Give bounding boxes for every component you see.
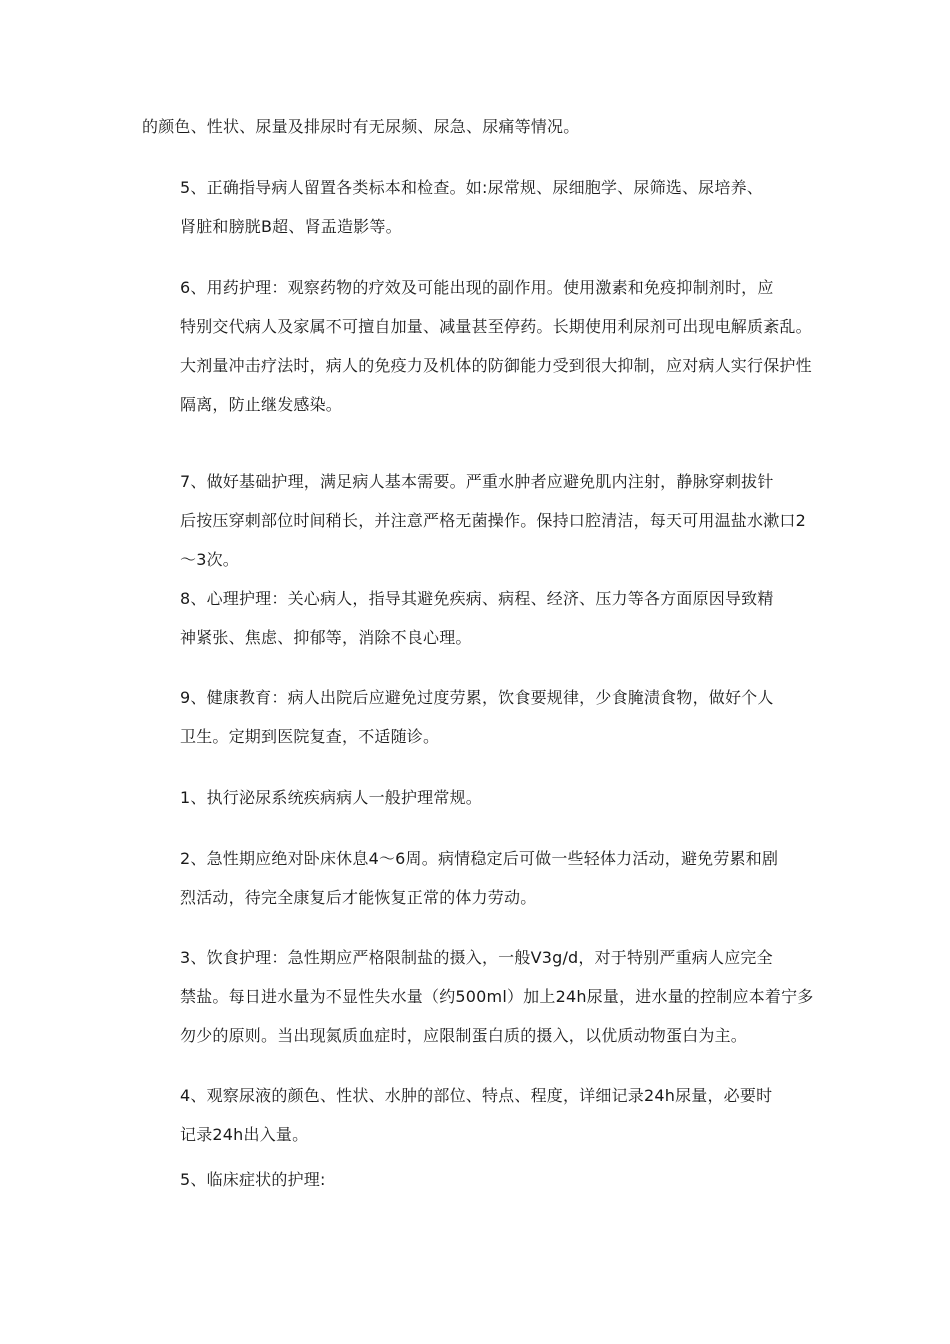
paragraph-1-general-nursing-routine (142, 778, 810, 817)
text-line: 卫生。定期到医院复查，不适随诊。 (180, 727, 440, 746)
paragraph-5-clinical-symptom-nursing (142, 1160, 810, 1199)
text-line: 肾脏和膀胱B超、肾盂造影等。 (180, 217, 402, 236)
text-line: 9、健康教育：病人出院后应避免过度劳累，饮食要规律，少食腌渍食物，做好个人 (180, 688, 774, 707)
paragraph-5-specimen-guidance (142, 168, 810, 246)
text-line: 4、观察尿液的颜色、性状、水肿的部位、特点、程度，详细记录24h尿量，必要时 (180, 1086, 773, 1105)
text-line: 特别交代病人及家属不可擅自加量、减量甚至停药。长期使用利尿剂可出现电解质紊乱。 (180, 317, 812, 336)
text-line: 隔离，防止继发感染。 (180, 395, 343, 414)
text-line: 2、急性期应绝对卧床休息4〜6周。病情稳定后可做一些轻体力活动，避免劳累和剧 (180, 849, 779, 868)
text-line: 5、临床症状的护理: (180, 1170, 326, 1189)
text-line: 5、正确指导病人留置各类标本和检查。如:尿常规、尿细胞学、尿筛选、尿培养、 (180, 178, 763, 197)
paragraph-4-urine-observation (142, 1076, 810, 1154)
text-line: 禁盐。每日进水量为不显性失水量（约500ml）加上24h尿量，进水量的控制应本着宁多 (180, 987, 814, 1006)
text-line: 〜3次。 (180, 550, 239, 569)
paragraph-3-diet-nursing (142, 938, 814, 1055)
text-line: 的颜色、性状、尿量及排尿时有无尿频、尿急、尿痛等情况。 (142, 117, 580, 136)
paragraph-6-medication-nursing (142, 268, 810, 424)
text-line: 8、心理护理：关心病人，指导其避免疾病、病程、经济、压力等各方面原因导致精 (180, 589, 774, 608)
text-line: 3、饮食护理：急性期应严格限制盐的摄入，一般V3g/d，对于特别严重病人应完全 (180, 948, 773, 967)
paragraph-8-psychological-nursing (142, 579, 810, 657)
text-line: 记录24h出入量。 (180, 1125, 309, 1144)
text-line: 7、做好基础护理，满足病人基本需要。严重水肿者应避免肌内注射，静脉穿刺拔针 (180, 472, 774, 491)
paragraph-2-bed-rest (142, 839, 810, 917)
text-line: 神紧张、焦虑、抑郁等，消除不良心理。 (180, 628, 472, 647)
text-line: 6、用药护理：观察药物的疗效及可能出现的副作用。使用激素和免疫抑制剂时，应 (180, 278, 774, 297)
text-line: 勿少的原则。当出现氮质血症时，应限制蛋白质的摄入，以优质动物蛋白为主。 (180, 1026, 748, 1045)
paragraph-9-health-education (142, 678, 810, 756)
paragraph-urine-observation-continued (142, 107, 810, 146)
text-line: 后按压穿刺部位时间稍长，并注意严格无菌操作。保持口腔清洁，每天可用温盐水漱口2 (180, 511, 806, 530)
text-line: 1、执行泌尿系统疾病病人一般护理常规。 (180, 788, 482, 807)
text-line: 大剂量冲击疗法时，病人的免疫力及机体的防御能力受到很大抑制，应对病人实行保护性 (180, 356, 812, 375)
paragraph-7-basic-nursing (142, 462, 810, 579)
text-line: 烈活动，待完全康复后才能恢复正常的体力劳动。 (180, 888, 537, 907)
